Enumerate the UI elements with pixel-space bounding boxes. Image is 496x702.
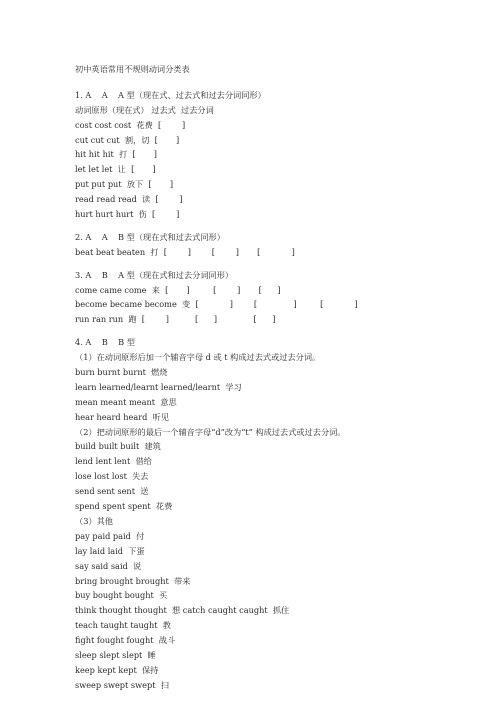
- verb-line: mean meant meant 意思: [75, 396, 177, 407]
- verb-line: （1）在动词原形后加一个辅音字母 d 或 t 构成过去式或过去分词。: [75, 352, 321, 363]
- verb-line: run ran run 跑 [ ] [ ] [ ]: [75, 314, 276, 325]
- verb-line: burn burnt burnt 燃烧: [75, 367, 168, 378]
- verb-line: become became become 变 [ ] [ ] [ ]: [75, 299, 358, 310]
- document-body: [75, 88, 475, 693]
- verb-line: sweep swept swept 扫: [75, 679, 169, 690]
- verb-line: lay laid laid 下蛋: [75, 545, 145, 556]
- verb-line: lose lost lost 失去: [75, 471, 149, 482]
- verb-line: think thought thought 想 catch caught caught 抓住: [75, 605, 290, 616]
- section-heading: 1. A A A 型（现在式、过去式和过去分词同形）: [75, 89, 266, 100]
- verb-line: say said said 说: [75, 560, 142, 571]
- verb-line: put put put 放下 [ ]: [75, 179, 174, 190]
- verb-line: read read read 读 [ ]: [75, 194, 183, 205]
- verb-line: （2）把动词原形的最后一个辅音字母“d”改为“t” 构成过去式或过去分词。: [75, 426, 346, 437]
- section-1: [75, 88, 475, 222]
- verb-line: fight fought fought 战斗: [75, 635, 176, 646]
- verb-line: hear heard heard 听见: [75, 411, 170, 422]
- verb-line: spend spent spent 花费: [75, 501, 173, 512]
- section-4: [75, 335, 475, 692]
- verb-line: learn learned/learnt learned/learnt 学习: [75, 381, 242, 392]
- verb-line: send sent sent 送: [75, 486, 149, 497]
- verb-line: cost cost cost 花费 [ ]: [75, 119, 186, 130]
- section-3: [75, 268, 475, 328]
- verb-line: lend lent lent 借给: [75, 456, 152, 467]
- verb-line: let let let 让 [ ]: [75, 164, 156, 175]
- verb-line: hurt hurt hurt 伤 [ ]: [75, 209, 180, 220]
- section-2: [75, 230, 475, 260]
- verb-line: beat beat beaten 打 [ ] [ ] [ ]: [75, 246, 295, 257]
- verb-line: sleep slept slept 睡: [75, 649, 156, 660]
- verb-line: cut cut cut 割，切 [ ]: [75, 134, 180, 145]
- verb-line: buy bought bought 买: [75, 590, 168, 601]
- verb-line: keep kept kept 保持: [75, 664, 159, 675]
- section-spacer: [75, 327, 475, 335]
- verb-line: come came come 来 [ ] [ ] [ ]: [75, 284, 281, 295]
- section-heading: 2. A A B 型（现在式和过去式同形）: [75, 231, 225, 242]
- verb-line: 动词原形（现在式） 过去式 过去分词: [75, 104, 214, 115]
- verb-line: teach taught taught 教: [75, 620, 171, 631]
- verb-line: bring brought brought 带来: [75, 575, 191, 586]
- section-heading: 3. A B A 型（现在式和过去分词同形）: [75, 269, 234, 280]
- verb-line: （3）其他: [75, 515, 113, 526]
- document-title: 初中英语常用不规则动词分类表: [75, 64, 190, 74]
- verb-line: build built built 建筑: [75, 441, 161, 452]
- verb-line: pay paid paid 付: [75, 530, 145, 541]
- section-spacer: [75, 222, 475, 230]
- section-heading: 4. A B B 型: [75, 337, 135, 348]
- section-spacer: [75, 260, 475, 268]
- document-page: [75, 62, 475, 693]
- verb-line: hit hit hit 打 [ ]: [75, 149, 157, 160]
